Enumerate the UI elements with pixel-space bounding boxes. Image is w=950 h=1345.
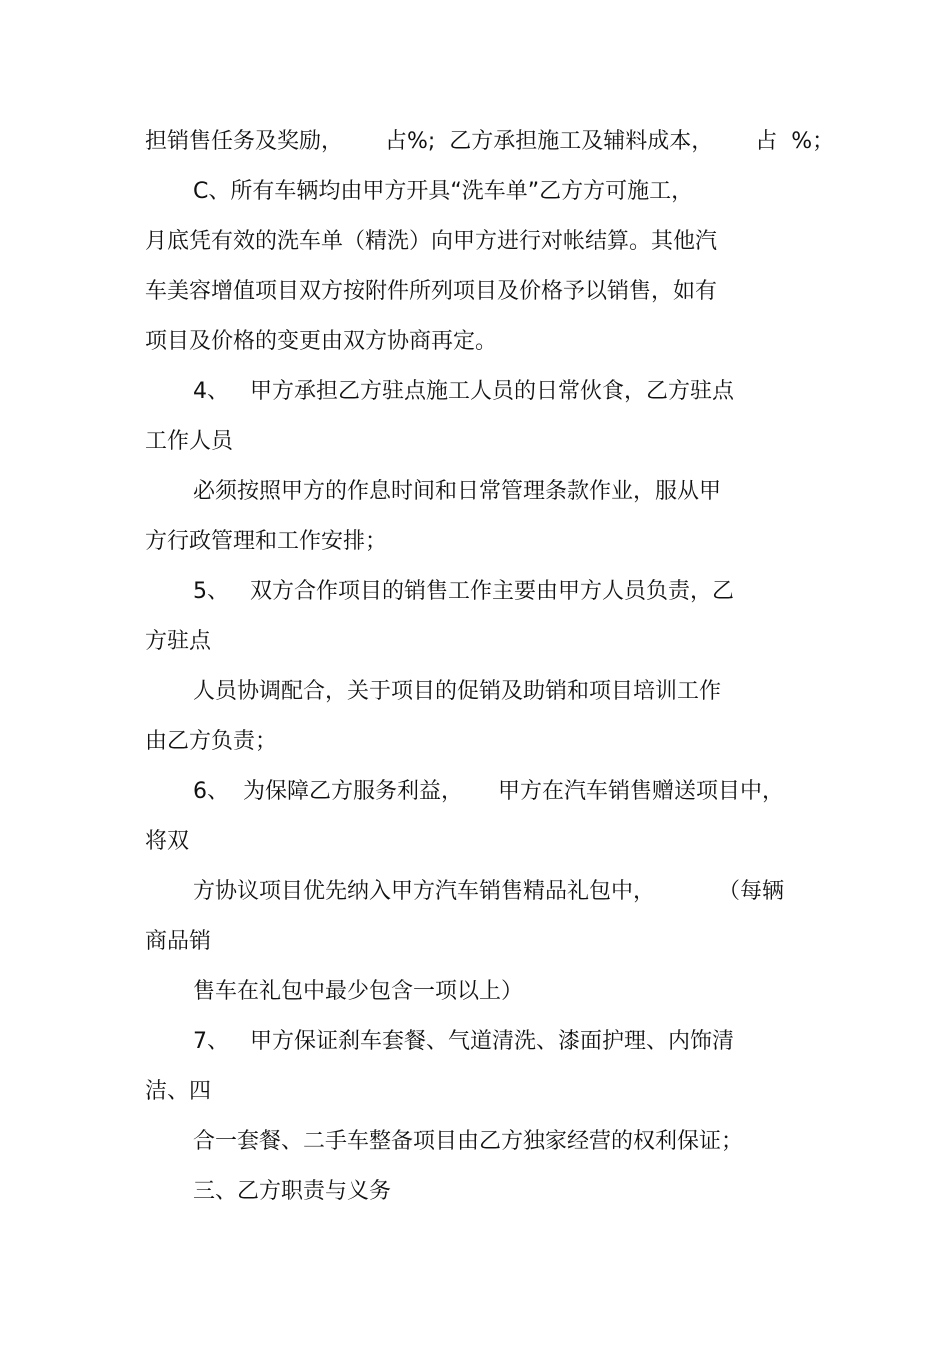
- text-line: 7、 甲方保证刹车套餐、气道清洗、漆面护理、内饰清: [193, 1029, 734, 1054]
- text-line: 方协议项目优先纳入甲方汽车销售精品礼包中， （每辆: [193, 879, 784, 904]
- text-line: 方行政管理和工作安排；: [145, 529, 388, 554]
- text-line: 6、 为保障乙方服务利益， 甲方在汽车销售赠送项目中，: [193, 779, 784, 804]
- text-line: 必须按照甲方的作息时间和日常管理条款作业，服从甲: [193, 479, 722, 504]
- text-line: 担销售任务及奖励， 占%; 乙方承担施工及辅料成本， 占 %；: [145, 129, 835, 154]
- text-line: 4、 甲方承担乙方驻点施工人员的日常伙食，乙方驻点: [193, 379, 734, 404]
- text-line: 洁、四: [145, 1079, 212, 1104]
- text-line: 5、 双方合作项目的销售工作主要由甲方人员负责，乙: [193, 579, 734, 604]
- text-line: 人员协调配合，关于项目的促销及助销和项目培训工作: [193, 679, 722, 704]
- text-line: 月底凭有效的洗车单（精洗）向甲方进行对帐结算。其他汽: [145, 229, 718, 254]
- text-line: 商品销: [145, 929, 212, 954]
- section-heading: 三、乙方职责与义务: [193, 1179, 392, 1204]
- text-line: 方驻点: [145, 629, 212, 654]
- text-line: 合一套餐、二手车整备项目由乙方独家经营的权利保证；: [193, 1129, 744, 1154]
- text-line: 工作人员: [145, 429, 234, 454]
- text-line: C、所有车辆均由甲方开具“洗车单”乙方方可施工，: [193, 179, 694, 204]
- text-line: 车美容增值项目双方按附件所列项目及价格予以销售，如有: [145, 279, 718, 304]
- text-line: 由乙方负责；: [145, 729, 278, 754]
- text-line: 将双: [145, 829, 190, 854]
- text-line: 售车在礼包中最少包含一项以上）: [193, 979, 524, 1004]
- text-line: 项目及价格的变更由双方协商再定。: [145, 329, 498, 354]
